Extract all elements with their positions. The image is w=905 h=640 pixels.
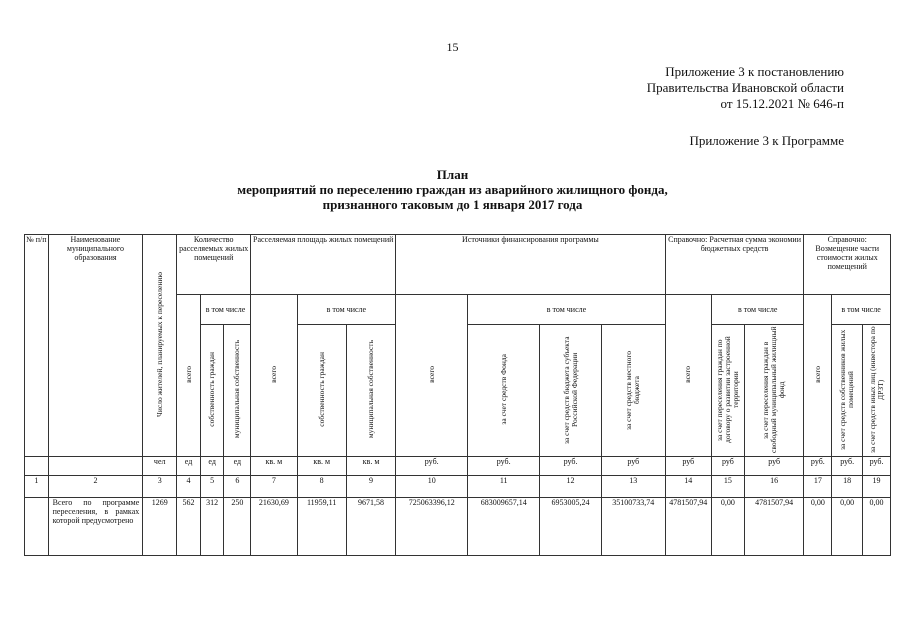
header-savings: Справочно: Расчетная сумма экономии бюджетных средств [665, 235, 804, 295]
header-subject-budget [540, 325, 602, 457]
header-area: Расселяемая площадь жилых помещений [251, 235, 396, 295]
unit-cell: руб [601, 457, 665, 476]
data-cell: 0,00 [832, 498, 863, 556]
header-count-citizens [200, 325, 224, 457]
header-no: № п/п [25, 235, 49, 457]
header-count-municipal-label: муниципальная собственность [232, 340, 242, 439]
header-sources-total [396, 295, 468, 457]
header-savings-contract-label: за счет переселения граждан по договору о развитии застроенной территории [714, 336, 740, 443]
header-reimb-other-label: за счет средств иных лиц (инвестора по ДРЗТ) [867, 326, 885, 453]
row-description: Всего по программе переселения, в рамках которой предусмотрено [48, 498, 143, 556]
data-cell: 250 [224, 498, 251, 556]
header-savings-free [744, 325, 804, 457]
unit-cell: руб [711, 457, 744, 476]
header-count-total [177, 295, 201, 457]
column-number: 17 [804, 476, 832, 498]
column-number: 12 [540, 476, 602, 498]
header-reimb-other [863, 325, 891, 457]
unit-cell: кв. м [251, 457, 297, 476]
header-count-municipal [224, 325, 251, 457]
header-reimbursement: Справочно: Возмещение части стоимости жилых помещений [804, 235, 891, 295]
column-number: 11 [468, 476, 540, 498]
unit-cell: руб [665, 457, 711, 476]
header-count-total-label: всего [183, 366, 193, 383]
data-cell: 725063396,12 [396, 498, 468, 556]
unit-cell [48, 457, 143, 476]
header-area-municipal-label: муниципальная собственность [366, 340, 376, 439]
column-number: 7 [251, 476, 297, 498]
data-cell: 21630,69 [251, 498, 297, 556]
header-area-citizens-label: собственность граждан [316, 352, 326, 427]
header-area-incl: в том числе [297, 295, 396, 325]
data-cell: 683009657,14 [468, 498, 540, 556]
unit-cell: руб. [863, 457, 891, 476]
unit-cell: руб. [540, 457, 602, 476]
header-savings-incl: в том числе [711, 295, 804, 325]
header-municipality: Наименование муниципального образования [48, 235, 143, 457]
data-cell: 35100733,74 [601, 498, 665, 556]
header-residents-label: Число жителей, планируемых к переселению [154, 272, 164, 417]
header-local-budget [601, 325, 665, 457]
header-sources-incl: в том числе [468, 295, 665, 325]
data-cell: 312 [200, 498, 224, 556]
header-subject-budget-label: за счет средств бюджета субъекта Российской Федерации [561, 335, 579, 444]
appendix-line: Правительства Ивановской области [646, 80, 844, 95]
header-reimb-incl: в том числе [832, 295, 891, 325]
title-line: мероприятий по переселению граждан из аварийного жилищного фонда, [237, 182, 668, 197]
appendix-line: от 15.12.2021 № 646-п [720, 96, 844, 111]
header-reimb-owners-label: за счет средств собственников жилых помещений [838, 329, 856, 450]
unit-cell: руб. [396, 457, 468, 476]
header-fund-label: за счет средств Фонда [498, 354, 508, 425]
title-line: признанного таковым до 1 января 2017 года [322, 197, 583, 212]
data-cell [25, 498, 49, 556]
header-area-citizens [297, 325, 346, 457]
column-number-row [25, 476, 891, 498]
column-number: 3 [143, 476, 177, 498]
title-line: План [436, 167, 469, 182]
data-cell: 11959,11 [297, 498, 346, 556]
header-count-citizens-label: собственность граждан [207, 352, 217, 427]
header-count: Количество расселяемых жилых помещений [177, 235, 251, 295]
header-area-total-label: всего [268, 366, 278, 383]
resettlement-plan-table [24, 234, 891, 556]
column-number: 18 [832, 476, 863, 498]
header-reimb-total-label: всего [812, 366, 822, 383]
units-row [25, 457, 891, 476]
header-reimb-total [804, 295, 832, 457]
header-sources-total-label: всего [426, 366, 436, 383]
unit-cell: кв. м [346, 457, 395, 476]
data-cell: 4781507,94 [665, 498, 711, 556]
column-number: 13 [601, 476, 665, 498]
column-number: 5 [200, 476, 224, 498]
column-number: 10 [396, 476, 468, 498]
header-savings-contract [711, 325, 744, 457]
column-number: 4 [177, 476, 201, 498]
unit-cell: ед [200, 457, 224, 476]
table-row [25, 498, 891, 556]
column-number: 19 [863, 476, 891, 498]
data-cell: 9671,58 [346, 498, 395, 556]
unit-cell: чел [143, 457, 177, 476]
column-number: 9 [346, 476, 395, 498]
column-number: 16 [744, 476, 804, 498]
header-residents [143, 235, 177, 457]
data-cell: 4781507,94 [744, 498, 804, 556]
unit-cell: кв. м [297, 457, 346, 476]
page-number: 15 [446, 40, 459, 54]
header-savings-total [665, 295, 711, 457]
data-cell: 0,00 [863, 498, 891, 556]
header-reimb-owners [832, 325, 863, 457]
unit-cell [25, 457, 49, 476]
program-appendix: Приложение 3 к Программе [689, 133, 844, 148]
header-local-budget-label: за счет средств местного бюджета [624, 349, 642, 430]
column-number: 1 [25, 476, 49, 498]
column-number: 2 [48, 476, 143, 498]
document-title [0, 167, 905, 212]
header-sources: Источники финансирования программы [396, 235, 665, 295]
column-number: 15 [711, 476, 744, 498]
unit-cell: руб. [804, 457, 832, 476]
unit-cell: руб [744, 457, 804, 476]
data-cell: 1269 [143, 498, 177, 556]
data-cell: 0,00 [804, 498, 832, 556]
data-cell: 0,00 [711, 498, 744, 556]
header-savings-total-label: всего [683, 366, 693, 383]
header-fund [468, 325, 540, 457]
data-cell: 562 [177, 498, 201, 556]
unit-cell: ед [224, 457, 251, 476]
header-savings-free-label: за счет переселения граждан в свободный муниципальный жилищный фонд [761, 326, 787, 453]
column-number: 6 [224, 476, 251, 498]
data-cell: 6953005,24 [540, 498, 602, 556]
header-area-municipal [346, 325, 395, 457]
header-area-total [251, 295, 297, 457]
appendix-line: Приложение 3 к постановлению [665, 64, 844, 79]
unit-cell: ед [177, 457, 201, 476]
column-number: 8 [297, 476, 346, 498]
appendix-header [647, 64, 844, 112]
header-count-incl: в том числе [200, 295, 250, 325]
column-number: 14 [665, 476, 711, 498]
unit-cell: руб. [832, 457, 863, 476]
unit-cell: руб. [468, 457, 540, 476]
